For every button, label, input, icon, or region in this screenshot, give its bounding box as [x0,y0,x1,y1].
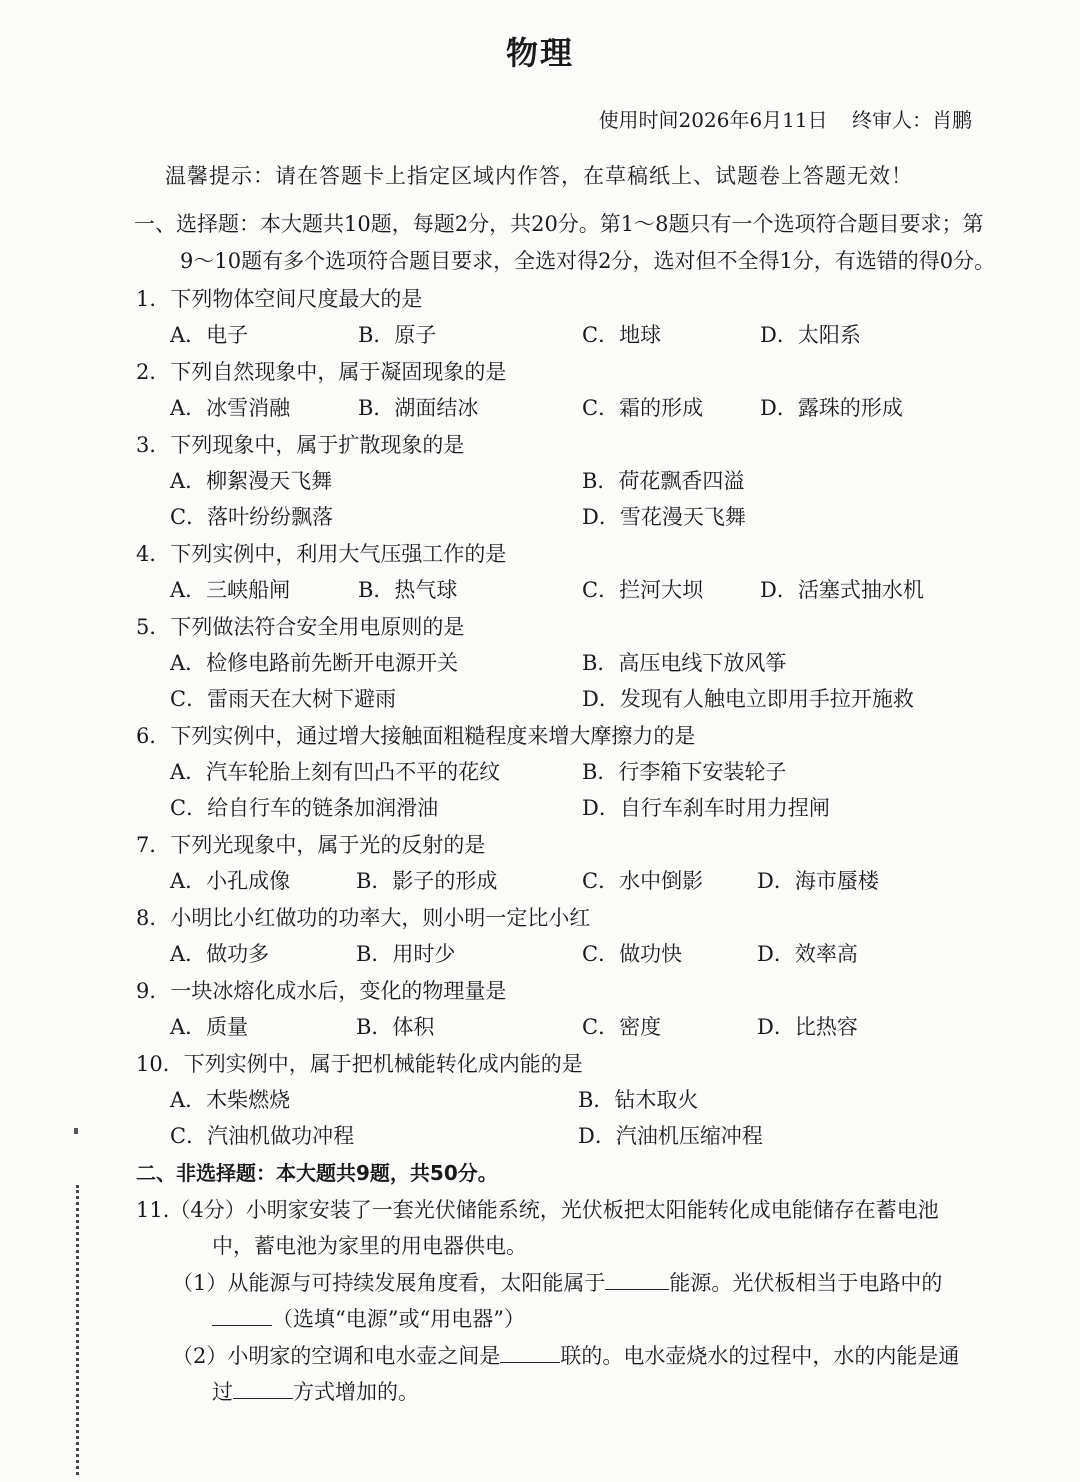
question-8-option-a: A．做功多 [170,942,270,966]
question-1-option-a: A．电子 [170,323,249,347]
question-1-stem: 1．下列物体空间尺度最大的是 [136,287,423,311]
question-3-option-a: A．柳絮漫天飞舞 [170,469,333,493]
question-3-option-c: C．落叶纷纷飘落 [170,505,334,529]
question-2-option-b: B．湖面结冰 [358,396,479,420]
section2-heading [136,1157,996,1186]
q11-part2-text-a: （2）小明家的空调和电水壶之间是 [172,1344,501,1368]
question-11-part1-cont [212,1303,525,1333]
question-11-line1: 11.（4分）小明家安装了一套光伏储能系统，光伏板把太阳能转化成电能储存在蓄电池 [136,1198,939,1222]
question-11-part2 [172,1340,959,1370]
question-3-stem: 3．下列现象中，属于扩散现象的是 [136,433,465,457]
binding-line [76,1185,79,1475]
q11-blank-1[interactable] [605,1271,669,1290]
margin-tick [74,1128,78,1134]
question-3-option-d: D．雪花漫天飞舞 [582,505,746,529]
question-8-option-c: C．做功快 [582,942,683,966]
q11-part1-text-a: （1）从能源与可持续发展角度看，太阳能属于 [172,1271,606,1295]
notice: 温馨提示：请在答题卡上指定区域内作答，在草稿纸上、试题卷上答题无效！ [165,164,913,188]
question-2-option-d: D．露珠的形成 [760,396,903,420]
question-1-option-d: D．太阳系 [760,323,861,347]
q11-blank-2[interactable] [212,1307,272,1326]
question-1-option-b: B．原子 [358,323,437,347]
question-5-option-c: C．雷雨天在大树下避雨 [170,687,397,711]
question-10-stem: 10．下列实例中，属于把机械能转化成内能的是 [136,1052,583,1076]
question-7-option-c: C．水中倒影 [582,869,704,893]
q11-part2-text-d: 方式增加的。 [293,1380,419,1404]
question-4-stem: 4．下列实例中，利用大气压强工作的是 [136,542,507,566]
question-7-option-d: D．海市蜃楼 [757,869,879,893]
question-6-stem: 6．下列实例中，通过增大接触面粗糙程度来增大摩擦力的是 [136,724,696,748]
question-5-option-a: A．检修电路前先断开电源开关 [170,651,459,675]
question-5-stem: 5．下列做法符合安全用电原则的是 [136,615,465,639]
section1-heading-line2 [180,245,1040,275]
exam-meta [581,104,972,133]
question-9-option-c: C．密度 [582,1015,662,1039]
section1-text-1: 一、选择题：本大题共10题，每题2分，共20分。第1～8题只有一个选项符合题目要求；第 [134,212,984,236]
section1-heading-line1 [134,208,994,238]
q11-part2-text-b: 联的。电水壶烧水的过程中，水的内能是通 [560,1344,960,1368]
question-3-option-b: B．荷花飘香四溢 [582,469,745,493]
question-5-option-b: B．高压电线下放风筝 [582,651,787,675]
question-1-option-c: C．地球 [582,323,662,347]
question-7-option-b: B．影子的形成 [356,869,498,893]
question-11-part1 [172,1267,942,1297]
question-10-option-b: B．钻木取火 [578,1088,699,1112]
q11-blank-3[interactable] [500,1344,560,1363]
question-8-option-b: B．用时少 [356,942,456,966]
question-10-option-d: D．汽油机压缩冲程 [578,1124,763,1148]
q11-part1-text-b: 能源。光伏板相当于电路中的 [669,1271,943,1295]
question-2-option-c: C．霜的形成 [582,396,704,420]
question-2-stem: 2．下列自然现象中，属于凝固现象的是 [136,360,507,384]
question-4-option-b: B．热气球 [358,578,458,602]
usage-date: 使用时间2026年6月11日 [598,108,828,132]
question-9-stem: 9．一块冰熔化成水后，变化的物理量是 [136,979,507,1003]
exam-title: 物理 [505,34,574,72]
question-5-option-d: D．发现有人触电立即用手拉开施救 [582,687,914,711]
question-4-option-a: A．三峡船闸 [170,578,291,602]
question-11-line2: 中，蓄电池为家里的用电器供电。 [212,1234,527,1258]
question-9-option-b: B．体积 [356,1015,435,1039]
question-9-option-d: D．比热容 [757,1015,858,1039]
section2-text: 二、非选择题：本大题共9题，共50分。 [136,1161,498,1185]
question-7-option-a: A．小孔成像 [170,869,291,893]
question-6-option-b: B．行李箱下安装轮子 [582,760,787,784]
question-6-option-d: D．自行车刹车时用力捏闸 [582,796,830,820]
question-6-option-a: A．汽车轮胎上刻有凹凸不平的花纹 [170,760,501,784]
question-7-stem: 7．下列光现象中，属于光的反射的是 [136,833,486,857]
question-2-option-a: A．冰雪消融 [170,396,291,420]
question-4-option-d: D．活塞式抽水机 [760,578,924,602]
question-4-option-c: C．拦河大坝 [582,578,704,602]
question-11-part2-cont [212,1376,419,1406]
question-10-option-c: C．汽油机做功冲程 [170,1124,355,1148]
q11-blank-4[interactable] [233,1380,293,1399]
question-8-stem: 8．小明比小红做功的功率大，则小明一定比小红 [136,906,591,930]
question-10-option-a: A．木柴燃烧 [170,1088,291,1112]
question-6-option-c: C．给自行车的链条加润滑油 [170,796,439,820]
reviewer: 终审人：肖鹏 [852,108,972,132]
question-8-option-d: D．效率高 [757,942,858,966]
q11-part1-text-c: （选填“电源”或“用电器”） [272,1307,525,1331]
question-9-option-a: A．质量 [170,1015,249,1039]
q11-part2-text-c: 过 [212,1380,233,1404]
section1-text-2: 9～10题有多个选项符合题目要求，全选对得2分，选对但不全得1分，有选错的得0分。 [180,249,996,273]
